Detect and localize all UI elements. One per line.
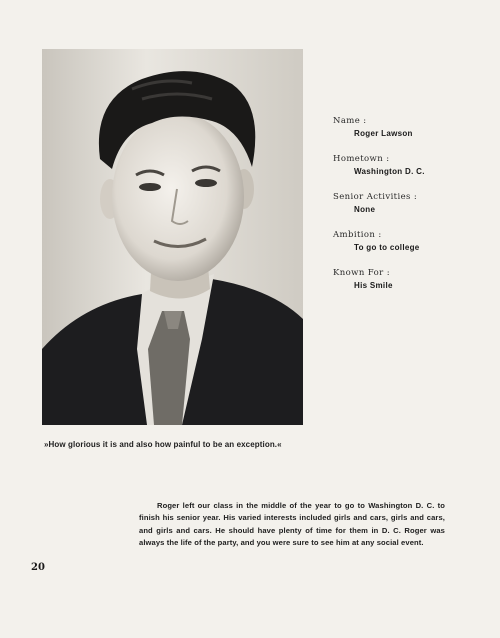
known-for-field	[333, 267, 483, 293]
name-field	[333, 115, 483, 141]
ambition-field	[333, 229, 483, 255]
senior-activities-field	[333, 191, 483, 217]
senior-activities-value: None	[354, 205, 376, 214]
known-for-value: His Smile	[354, 281, 393, 290]
student-portrait-photo	[42, 49, 303, 425]
hometown-label: Hometown :	[333, 154, 390, 164]
student-info-panel	[333, 115, 483, 293]
name-label: Name :	[333, 116, 367, 126]
ambition-value: To go to college	[354, 243, 420, 252]
name-value: Roger Lawson	[354, 129, 413, 138]
known-for-label: Known For :	[333, 268, 390, 278]
senior-activities-label: Senior Activities :	[333, 192, 418, 202]
page-number: 20	[31, 562, 45, 573]
portrait-illustration	[42, 49, 303, 425]
hometown-field	[333, 153, 483, 179]
hometown-value: Washington D. C.	[354, 167, 425, 176]
ambition-label: Ambition :	[333, 230, 382, 240]
bio-paragraph: Roger left our class in the middle of the year to go to Washington D. C. to finish his senior year. His varied interests included girls and cars, girls and cars, and girls and cars. He should have plenty of time for them in D. C. Roger was always the life of the party, and you were sure to see him at any social event.	[139, 501, 445, 548]
quote: »How glorious it is and also how painful to be an exception.«	[44, 440, 282, 449]
